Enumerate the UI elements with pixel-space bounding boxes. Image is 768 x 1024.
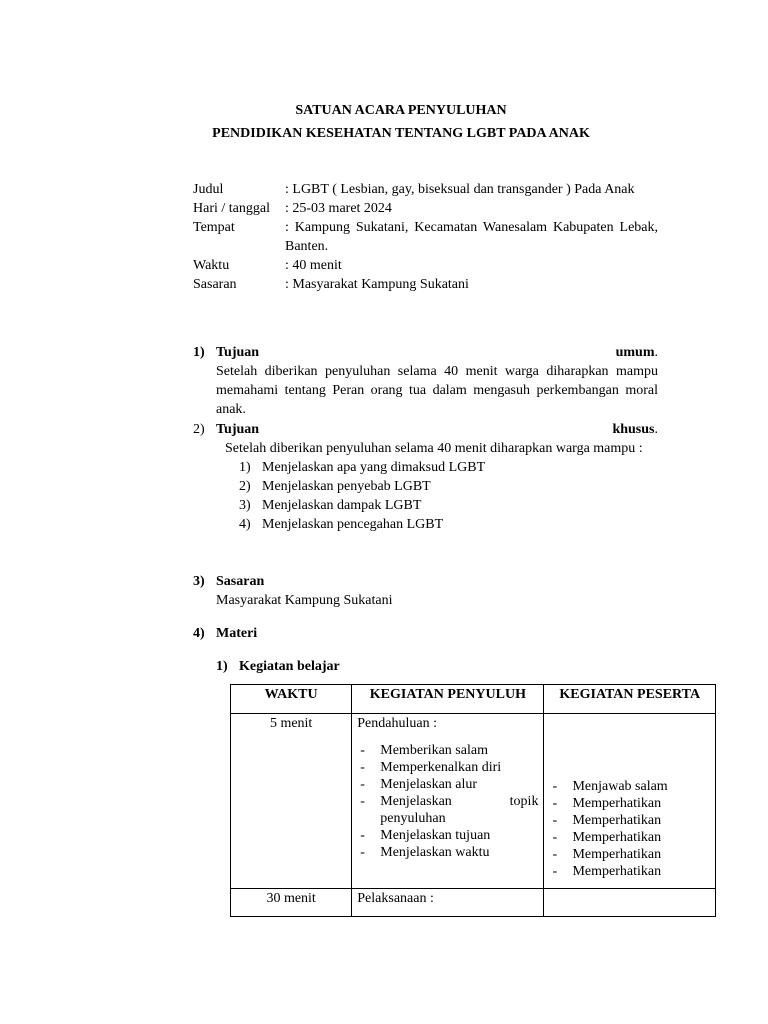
info-row-judul [193, 180, 658, 199]
list-text: Menjelaskan dampak LGBT [262, 498, 422, 513]
section-tujuan-khusus [193, 420, 658, 534]
table-cell-penyuluh: Pelaksanaan : [352, 889, 544, 917]
list-item: - Memperhatikan [552, 847, 662, 862]
heading-period: . [654, 345, 658, 360]
list-item: - Menjelaskan tujuan [360, 828, 491, 843]
info-row-sasaran [193, 275, 658, 294]
info-label: Tempat [193, 220, 235, 235]
info-row-tanggal [193, 199, 658, 218]
info-value: : Masyarakat Kampung Sukatani [285, 277, 469, 292]
section-materi [193, 624, 658, 643]
list-item [239, 515, 658, 534]
table-cell-waktu: 5 menit [231, 714, 352, 889]
section-sasaran [193, 572, 658, 610]
list-item [239, 477, 658, 496]
section-heading [216, 420, 658, 439]
list-item [239, 458, 658, 477]
info-row-waktu [193, 256, 658, 275]
table-header-row [231, 685, 716, 714]
section-tujuan-umum [193, 343, 658, 419]
table-row [231, 714, 716, 889]
heading-word: Tujuan [216, 422, 260, 437]
section-heading: Materi [216, 626, 258, 641]
info-label: Waktu [193, 258, 230, 273]
section-paragraph: Masyarakat Kampung Sukatani [216, 593, 393, 608]
heading-word: khusus [612, 422, 655, 437]
section-number: 4) [193, 626, 205, 641]
list-item: - Menjelaskan waktu [360, 845, 490, 860]
table-cell-penyuluh [352, 714, 544, 889]
section-heading: Kegiatan belajar [239, 659, 340, 674]
table-header: KEGIATAN PENYULUH [352, 685, 544, 714]
info-value: : 40 menit [285, 258, 342, 273]
table-cell-peserta [544, 889, 716, 917]
list-number: 4) [239, 517, 251, 532]
info-label: Hari / tanggal [193, 201, 270, 216]
section-paragraph: Setelah diberikan penyuluhan selama 40 menit diharapkan warga mampu : [225, 441, 643, 456]
cell-title: Pendahuluan : [357, 716, 437, 731]
info-label: Judul [193, 182, 224, 197]
response-list [549, 778, 710, 880]
table-cell-waktu: 30 menit [231, 889, 352, 917]
section-number: 1) [193, 345, 205, 360]
list-item: - Menjawab salam [552, 779, 668, 794]
section-number: 1) [216, 659, 228, 674]
activity-table [230, 684, 716, 917]
subsection-kegiatan [216, 657, 681, 676]
info-value: : 25-03 maret 2024 [285, 201, 392, 216]
list-item: - Menjelaskan alur [360, 777, 478, 792]
info-label: Sasaran [193, 277, 237, 292]
list-number: 3) [239, 498, 251, 513]
list-text: Menjelaskan penyebab LGBT [262, 479, 431, 494]
list-item: - Memperhatikan [552, 813, 662, 828]
heading-word: umum [615, 345, 655, 360]
list-text: Menjelaskan pencegahan LGBT [262, 517, 444, 532]
list-number: 2) [239, 479, 251, 494]
heading-word: Tujuan [216, 345, 260, 360]
list-item: - Memperhatikan [552, 864, 662, 879]
info-value: : Kampung Sukatani, Kecamatan Wanesalam Kabupaten Lebak, Banten. [285, 220, 658, 254]
section-number: 2) [193, 422, 205, 437]
section-paragraph: Setelah diberikan penyuluhan selama 40 menit warga diharapkan mampu memahami tentang Peran orang tua dalam mengasuh perkembangan moral anak. [216, 364, 658, 417]
list-item [239, 496, 658, 515]
objective-list [239, 458, 658, 534]
document-subtitle: PENDIDIKAN KESEHATAN TENTANG LGBT PADA ANAK [212, 126, 590, 141]
table-cell-peserta [544, 714, 716, 889]
table-row [231, 889, 716, 917]
section-number: 3) [193, 574, 205, 589]
list-item: - Memperhatikan [552, 830, 662, 845]
section-heading [216, 343, 658, 362]
heading-period: . [654, 422, 658, 437]
document-title: SATUAN ACARA PENYULUHAN [295, 103, 507, 118]
list-number: 1) [239, 460, 251, 475]
info-block [193, 180, 658, 294]
info-row-tempat [193, 218, 658, 256]
table-header: KEGIATAN PESERTA [544, 685, 716, 714]
list-item: - Memperkenalkan diri [360, 760, 502, 775]
activity-list [357, 742, 538, 861]
list-text: Menjelaskan apa yang dimaksud LGBT [262, 460, 486, 475]
list-item: - Menjelaskan topik penyuluhan [360, 794, 539, 826]
table-header: WAKTU [231, 685, 352, 714]
list-item: - Memberikan salam [360, 743, 488, 758]
section-heading: Sasaran [216, 574, 265, 589]
list-item: - Memperhatikan [552, 796, 662, 811]
info-value: : LGBT ( Lesbian, gay, biseksual dan transgander ) Pada Anak [285, 182, 635, 197]
